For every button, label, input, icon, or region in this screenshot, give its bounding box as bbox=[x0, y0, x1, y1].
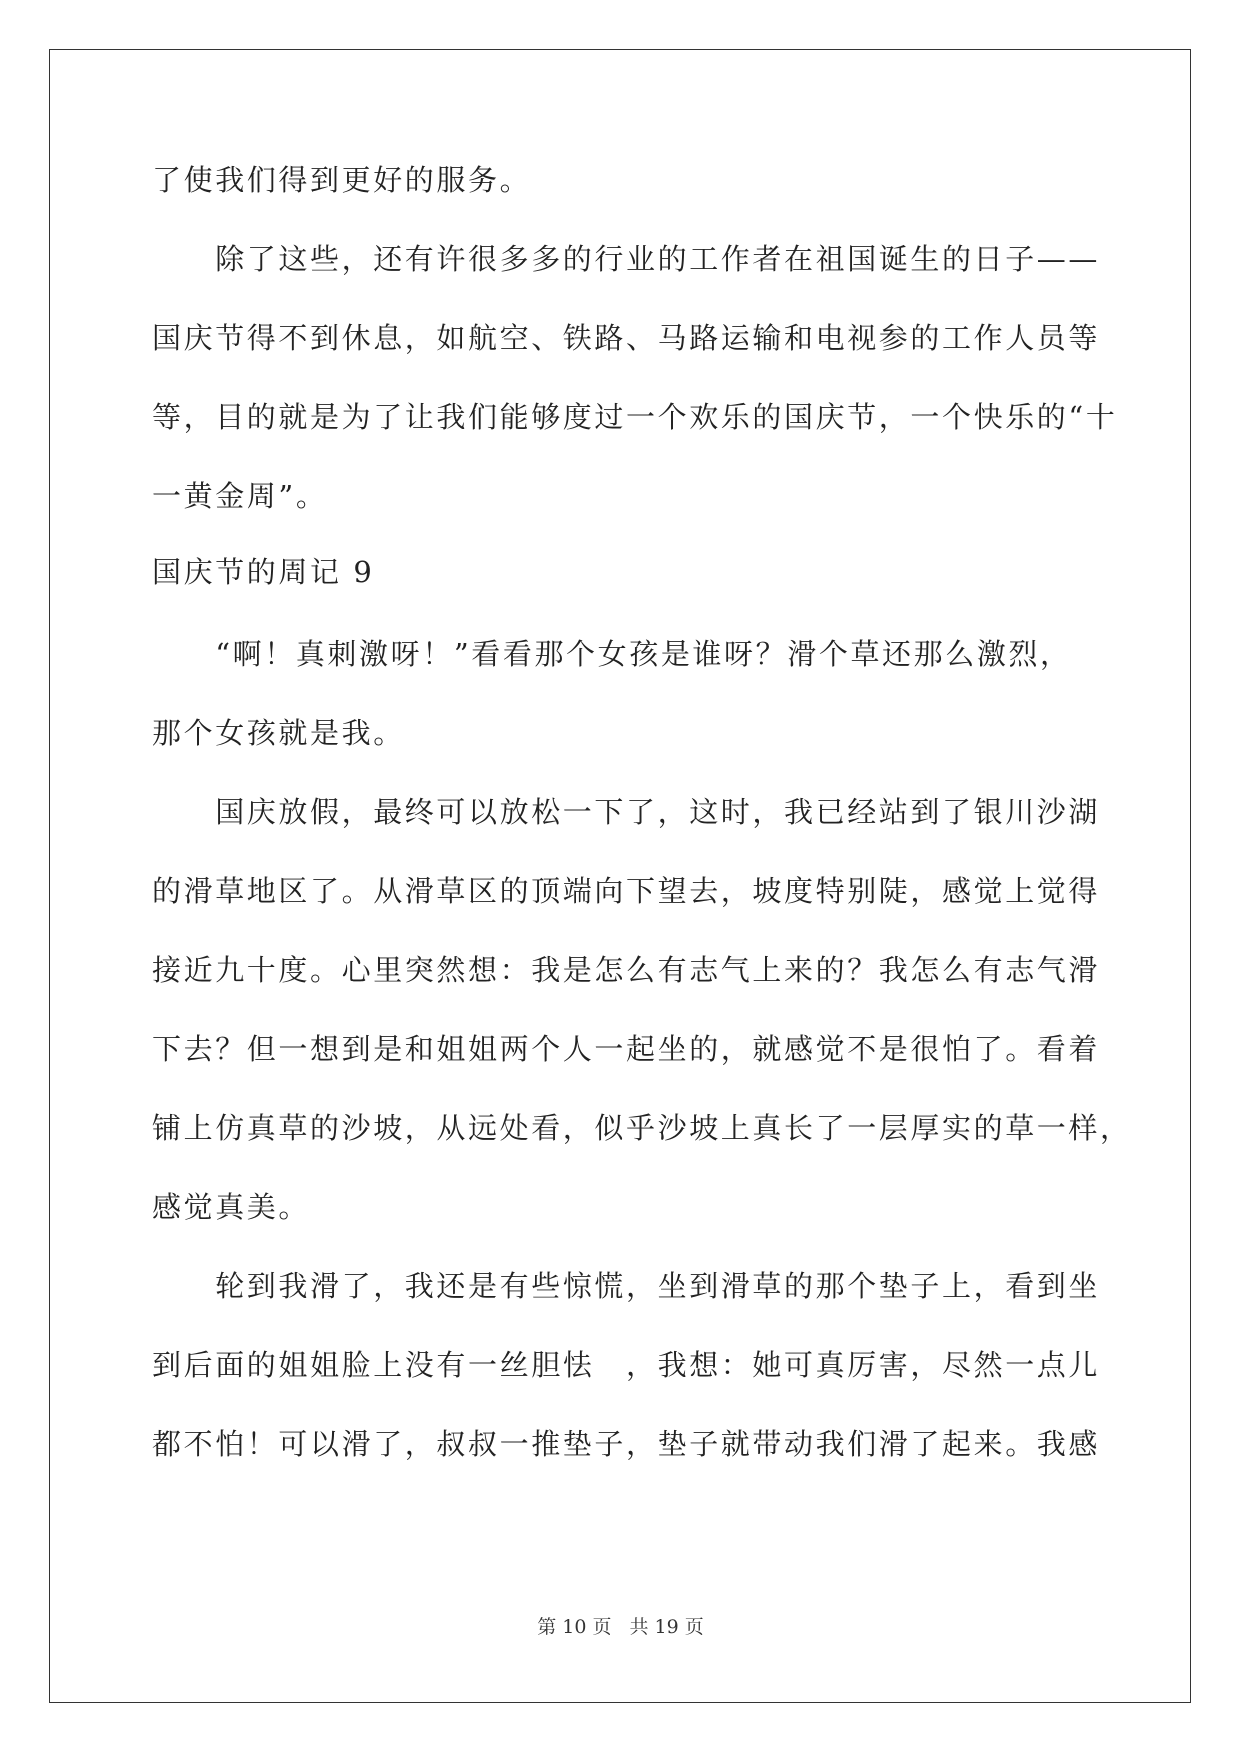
text-line: 接近九十度。心里突然想：我是怎么有志气上来的？我怎么有志气滑 bbox=[152, 953, 1101, 987]
text-line: 下去？但一想到是和姐姐两个人一起坐的，就感觉不是很怕了。看着 bbox=[152, 1032, 1101, 1066]
paragraph-line: 国庆放假，最终可以放松一下了，这时，我已经站到了银川沙湖 bbox=[152, 795, 1101, 829]
text-line: 的滑草地区了。从滑草区的顶端向下望去，坡度特别陡，感觉上觉得 bbox=[152, 874, 1101, 908]
text-line: 一黄金周”。 bbox=[152, 479, 328, 513]
paragraph-line: “啊！真刺激呀！”看看那个女孩是谁呀？滑个草还那么激烈， bbox=[152, 637, 1072, 671]
page-footer bbox=[0, 1612, 1241, 1639]
text-line: 到后面的姐姐脸上没有一丝胆怯 ，我想：她可真厉害，尽然一点儿 bbox=[152, 1348, 1101, 1382]
section-heading: 国庆节的周记 9 bbox=[152, 555, 375, 589]
page-total: 共 19 页 bbox=[629, 1616, 704, 1638]
text-line: 等，目的就是为了让我们能够度过一个欢乐的国庆节，一个快乐的“十 bbox=[152, 400, 1118, 434]
paragraph-line: 轮到我滑了，我还是有些惊慌，坐到滑草的那个垫子上，看到坐 bbox=[152, 1269, 1101, 1303]
text-line: 感觉真美。 bbox=[152, 1190, 311, 1224]
text-line: 铺上仿真草的沙坡，从远处看，似乎沙坡上真长了一层厚实的草一样， bbox=[152, 1111, 1132, 1145]
text-line: 了使我们得到更好的服务。 bbox=[152, 163, 532, 197]
text-line: 那个女孩就是我。 bbox=[152, 716, 405, 750]
text-line: 国庆节得不到休息，如航空、铁路、马路运输和电视参的工作人员等 bbox=[152, 321, 1101, 355]
text-line: 都不怕！可以滑了，叔叔一推垫子，垫子就带动我们滑了起来。我感 bbox=[152, 1427, 1101, 1461]
paragraph-line: 除了这些，还有许很多多的行业的工作者在祖国诞生的日子—— bbox=[152, 242, 1101, 276]
page-number: 第 10 页 bbox=[537, 1616, 612, 1638]
